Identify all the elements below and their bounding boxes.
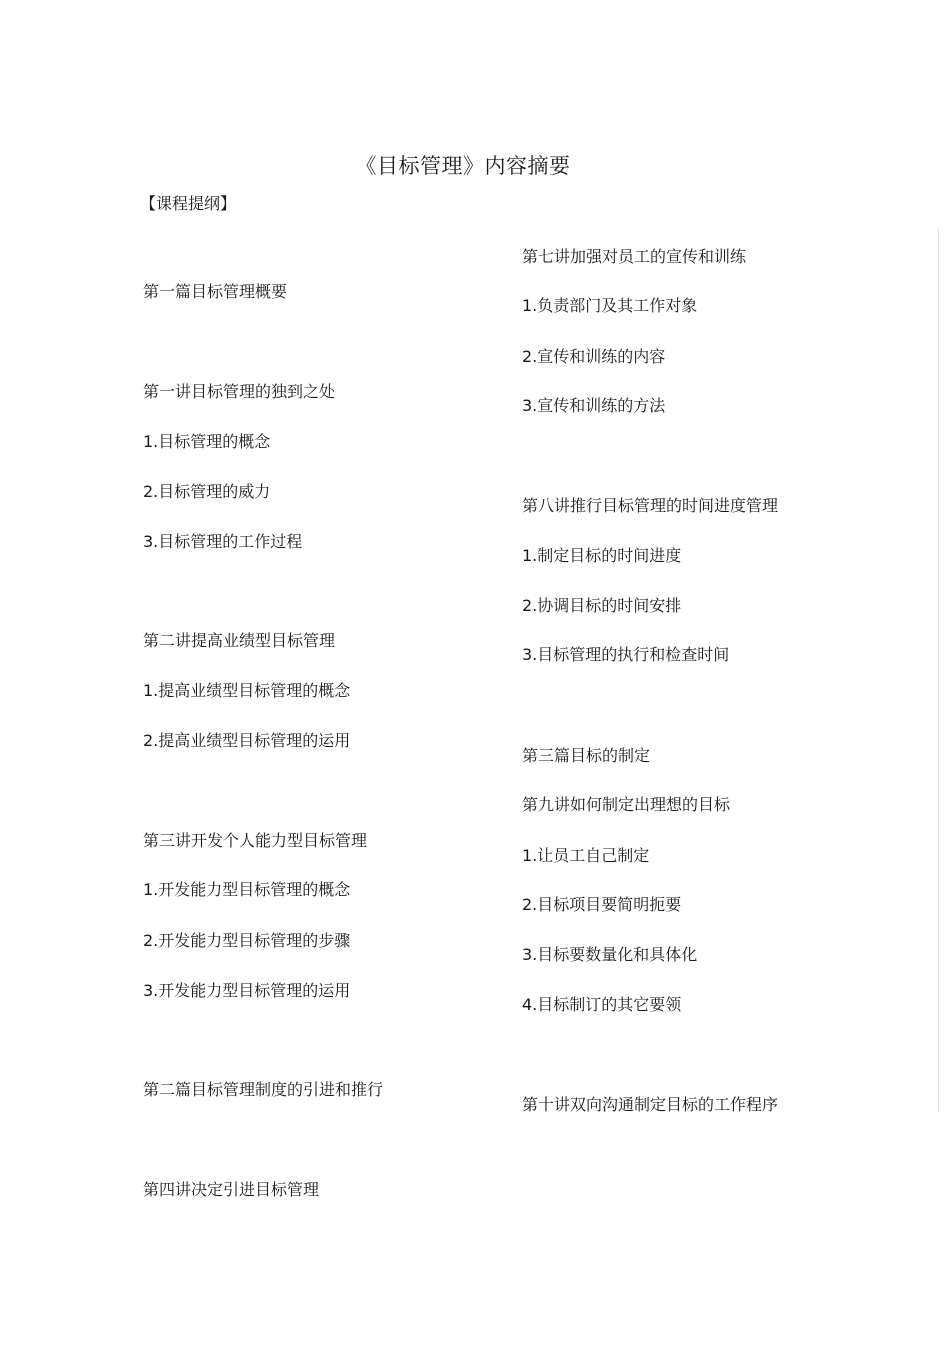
lecture-heading: 第七讲加强对员工的宣传和训练 [522, 247, 747, 266]
outline-item: 3.开发能力型目标管理的运用 [143, 981, 351, 1000]
outline-item: 1.提高业绩型目标管理的概念 [143, 681, 351, 700]
lecture-heading: 第九讲如何制定出理想的目标 [522, 795, 731, 814]
part-heading: 第二篇目标管理制度的引进和推行 [143, 1080, 384, 1099]
course-outline-label: 【课程提纲】 [140, 194, 237, 213]
outline-item: 1.制定目标的时间进度 [522, 546, 682, 565]
outline-item: 1.开发能力型目标管理的概念 [143, 880, 351, 899]
lecture-heading: 第十讲双向沟通制定目标的工作程序 [522, 1095, 779, 1114]
outline-item: 2.宣传和训练的内容 [522, 347, 666, 366]
page-edge-divider [938, 228, 939, 1113]
outline-item: 2.提高业绩型目标管理的运用 [143, 731, 351, 750]
outline-item: 4.目标制订的其它要领 [522, 995, 682, 1014]
lecture-heading: 第三讲开发个人能力型目标管理 [143, 831, 368, 850]
lecture-heading: 第一讲目标管理的独到之处 [143, 382, 336, 401]
outline-item: 3.目标要数量化和具体化 [522, 945, 698, 964]
lecture-heading: 第四讲决定引进目标管理 [143, 1180, 320, 1199]
outline-item: 2.目标管理的威力 [143, 482, 271, 501]
outline-item: 2.开发能力型目标管理的步骤 [143, 931, 351, 950]
outline-item: 1.负责部门及其工作对象 [522, 296, 698, 315]
lecture-heading: 第二讲提高业绩型目标管理 [143, 631, 336, 650]
outline-item: 2.目标项目要简明扼要 [522, 895, 682, 914]
part-heading: 第一篇目标管理概要 [143, 282, 288, 301]
document-title: 《目标管理》内容摘要 [355, 154, 571, 178]
outline-item: 3.目标管理的执行和检查时间 [522, 645, 730, 664]
outline-item: 1.目标管理的概念 [143, 432, 271, 451]
outline-item: 1.让员工自己制定 [522, 846, 650, 865]
outline-item: 2.协调目标的时间安排 [522, 596, 682, 615]
outline-item: 3.目标管理的工作过程 [143, 532, 303, 551]
lecture-heading: 第八讲推行目标管理的时间进度管理 [522, 496, 779, 515]
outline-item: 3.宣传和训练的方法 [522, 396, 666, 415]
part-heading: 第三篇目标的制定 [522, 746, 651, 765]
